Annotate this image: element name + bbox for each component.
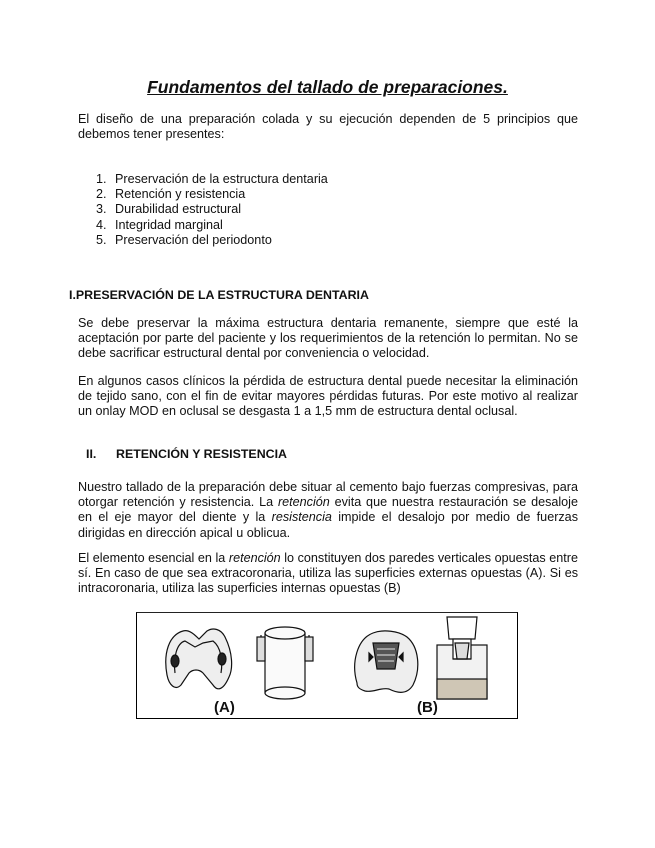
section2-paragraph-2 bbox=[78, 551, 578, 597]
section1-paragraph-2: En algunos casos clínicos la pérdida de estructura dental puede necesitar la eliminación de tejido sano, con el fin de evitar mayores pérdidas futuras. Por este motivo al realizar un onlay MOD en oclusal se desgasta 1 a 1,5 mm de estructura dental oclusal. bbox=[78, 374, 578, 419]
emphasis-retencion: retención bbox=[277, 495, 330, 510]
section2-title: RETENCIÓN Y RESISTENCIA bbox=[116, 447, 287, 461]
section1-paragraph-1: Se debe preservar la máxima estructura dentaria remanente, siempre que esté la aceptación por parte del paciente y los requerimientos de la retención lo permitan. No se debe sacrificar estructural dental por conveniencia o velocidad. bbox=[78, 316, 578, 361]
retention-figure bbox=[136, 612, 518, 719]
list-item-number: 2. bbox=[96, 187, 107, 202]
list-item-text: Preservación de la estructura dentaria bbox=[115, 172, 328, 186]
list-item-number: 1. bbox=[96, 172, 107, 186]
intracoronal-block-drawing bbox=[437, 617, 487, 699]
list-item-number: 3. bbox=[96, 202, 107, 217]
emphasis-retencion: retención bbox=[228, 551, 281, 565]
text-run: evita que nuestra restauración se desaloje en el eje mayor del diente y la bbox=[78, 495, 578, 525]
section2-paragraph-1 bbox=[78, 480, 578, 541]
section1-heading: I.PRESERVACIÓN DE LA ESTRUCTURA DENTARIA bbox=[69, 288, 369, 302]
section2-heading bbox=[86, 447, 287, 461]
text-run: El elemento esencial en la bbox=[78, 551, 229, 565]
figure-label-a: (A) bbox=[214, 699, 235, 716]
extracoronal-cylinder-drawing bbox=[257, 627, 313, 699]
figure-label-b: (B) bbox=[417, 699, 438, 716]
extracoronal-tooth-drawing bbox=[166, 629, 232, 689]
list-item bbox=[96, 233, 328, 248]
list-item-text: Retención y resistencia bbox=[115, 187, 246, 202]
text-run: lo constituyen dos paredes verticales opuestas entre sí. En caso de que sea extracoronaria, utiliza las superficies externas opuestas (A). Si es intracoronaria, utiliza las superficies internas opuestas (B) bbox=[78, 551, 578, 596]
text-run: Nuestro tallado de la preparación debe situar al cemento bajo fuerzas compresivas, para otorgar retención y resistencia. La bbox=[78, 480, 578, 510]
list-item-text: Preservación del periodonto bbox=[115, 232, 272, 247]
list-item bbox=[96, 202, 328, 217]
intro-paragraph: El diseño de una preparación colada y su ejecución dependen de 5 principios que debemos tener presentes: bbox=[78, 112, 578, 142]
tooth-illustrations bbox=[137, 613, 519, 720]
list-item-number: 4. bbox=[96, 217, 107, 232]
list-item bbox=[96, 172, 328, 187]
section2-number: II. bbox=[86, 447, 97, 461]
list-item-text: Integridad marginal bbox=[115, 217, 223, 232]
principles-list bbox=[96, 172, 328, 248]
text-run: impide el desalojo por medio de fuerzas dirigidas en dirección apical u oblicua. bbox=[78, 510, 578, 540]
list-item bbox=[96, 218, 328, 233]
list-item bbox=[96, 187, 328, 202]
emphasis-resistencia: resistencia bbox=[271, 510, 332, 525]
page-title: Fundamentos del tallado de preparaciones. bbox=[147, 77, 508, 97]
list-item-number: 5. bbox=[96, 232, 107, 247]
list-item-text: Durabilidad estructural bbox=[115, 202, 241, 217]
intracoronal-tooth-drawing bbox=[355, 631, 418, 692]
